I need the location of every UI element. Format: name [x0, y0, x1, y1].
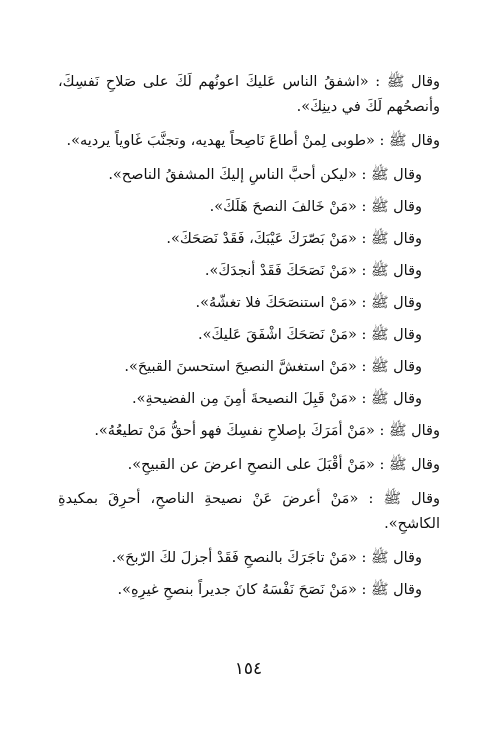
paragraph: وقال ﷺ : «مَنْ خَالفَ النصحَ هَلَكَ».: [209, 199, 422, 215]
paragraph: وقال ﷺ : «مَنْ نَصَحَ نَفْسَهُ كانَ جديراً بنصحِ غيرِهِ».: [117, 582, 422, 598]
paragraph: وقال ﷺ : «مَنْ استنصَحَكَ فلا تغشّهُ».: [195, 295, 422, 311]
paragraph: وقال ﷺ : «مَنْ أعرضَ عَنْ نصيحةِ الناصحِ، أحرِقَ بمكيدةِ الكاشحِ».: [58, 491, 440, 532]
paragraph: وقال ﷺ : «مَنْ أمَرَكَ بإصلاحِ نفسِكَ فهو أحقُّ مَنْ تطيعُهُ».: [94, 423, 440, 439]
page-number: ١٥٤: [234, 659, 263, 679]
text-block: [58, 70, 440, 603]
paragraph: وقال ﷺ : «طوبى لِمنْ أطاعَ نَاصِحاً يهديه، وتجنَّبَ غَاوياً يرديه».: [66, 133, 440, 149]
paragraph: وقال ﷺ : «مَنْ بَصّرَكَ عَيْبَكَ، فَقَدْ نَصَحَكَ».: [166, 231, 422, 247]
paragraph: وقال ﷺ : «اشفقُ الناس عَليكَ اعونُهم لَكَ على صَلاحِ نَفسِكَ، وأنصحُهم لَكَ في دينِكَ».: [58, 74, 440, 115]
paragraph: وقال ﷺ : «ليكن أحبَّ الناسِ إليكَ المشفقُ الناصح».: [108, 167, 422, 183]
paragraph: وقال ﷺ : «مَنْ نَصَحَكَ فَقَدْ أنجدَكَ».: [204, 263, 422, 279]
paragraph: وقال ﷺ : «مَنْ استغشَّ النصيحَ استحسنَ القبيحَ».: [124, 359, 422, 375]
paragraph: وقال ﷺ : «مَنْ نَصَحَكَ اشْفَقَ عَليكَ».: [198, 327, 422, 343]
paragraph: وقال ﷺ : «مَنْ تاجَرَكَ بالنصحِ فَقَدْ أجزلَ لكَ الرّبحَ».: [111, 550, 422, 566]
paragraph: وقال ﷺ : «مَنْ أقْبَلَ على النصحِ اعرضَ عن القبيحِ».: [127, 457, 440, 473]
paragraph: وقال ﷺ : «مَنْ قَبِلَ النصيحةَ أمِنَ مِن الفضيحةِ».: [131, 391, 422, 407]
